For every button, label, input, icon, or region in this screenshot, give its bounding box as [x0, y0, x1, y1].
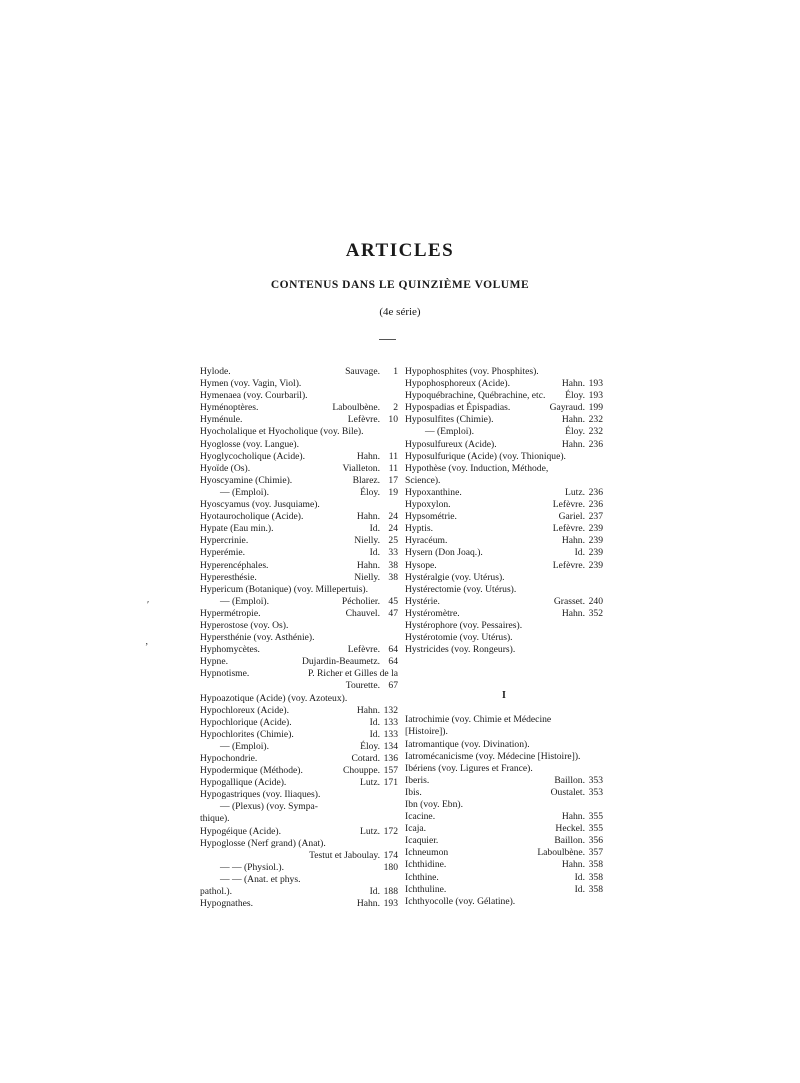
index-entry [200, 729, 398, 741]
page-title: ARTICLES [345, 240, 455, 261]
index-entry [405, 787, 603, 799]
entry-text: — (Plexus) (voy. Sympa- [220, 801, 318, 813]
entry-text: Hyoscyamine (Chimie). [200, 474, 293, 486]
entry-page: 38 [388, 571, 398, 583]
index-entry [405, 547, 603, 559]
entry-author: Baillon. [554, 774, 585, 786]
entry-author: Éloy. [360, 486, 380, 498]
entry-text: Hyocholalique et Hyocholique (voy. Bile). [200, 426, 364, 438]
entry-text: Hyposulfureux (Acide). [405, 438, 497, 450]
entry-page: 355 [588, 823, 603, 835]
entry-author: Lefèvre. [552, 559, 585, 571]
entry-author: Laboulbène. [537, 847, 585, 859]
entry-text: Hypochondrie. [200, 753, 258, 764]
index-entry [405, 823, 603, 835]
index-entry [200, 608, 398, 620]
index-entry [200, 886, 398, 898]
entry-author: Lefèvre. [552, 523, 585, 535]
entry-author: Hahn. [561, 607, 585, 619]
entry-text: Hypochlorites (Chimie). [200, 728, 294, 740]
entry-text: Hypnotisme. [200, 668, 250, 680]
entry-text: Hystéromètre. [405, 607, 460, 619]
entry-page: 67 [388, 680, 398, 692]
index-entry [200, 402, 398, 414]
entry-page: 180 [383, 861, 398, 873]
entry-author: Hahn. [561, 378, 585, 390]
index-entry [200, 390, 398, 402]
entry-text: Hypoxanthine. [405, 486, 462, 498]
section-gap [405, 656, 603, 680]
entry-text: Ichthyocolle (voy. Gélatine). [405, 895, 516, 907]
entry-text: pathol.). [200, 886, 232, 898]
index-entry [200, 680, 398, 692]
index-entry [200, 584, 398, 596]
index-entry [405, 847, 603, 859]
entry-text: Hypochlorique (Acide). [200, 716, 292, 728]
index-entry [405, 463, 603, 475]
entry-author: Lefèvre. [347, 414, 380, 426]
entry-text: Hypermétropie. [200, 607, 261, 619]
entry-author: Testut et Jaboulay. [309, 849, 380, 861]
entry-page: 2 [393, 402, 398, 414]
entry-page: 358 [588, 883, 603, 895]
entry-text: Science). [405, 474, 441, 486]
index-entry [200, 765, 398, 777]
entry-text: Hystérectomie (voy. Utérus). [405, 583, 517, 595]
entry-page: 64 [388, 656, 398, 668]
entry-page: 133 [383, 728, 398, 740]
entry-text: Iatromantique (voy. Divination). [405, 738, 530, 750]
entry-text: — — (Physiol.). [220, 861, 284, 873]
index-entry [405, 487, 603, 499]
entry-page: 136 [383, 753, 398, 764]
entry-text: Hyoscyamus (voy. Jusquiame). [200, 499, 320, 511]
entry-page: 171 [383, 777, 398, 789]
entry-page: 24 [388, 523, 398, 535]
section-letter: I [502, 690, 506, 702]
index-entry [200, 656, 398, 668]
entry-page: 1 [393, 366, 398, 377]
entry-author: Lutz. [360, 825, 380, 837]
index-entry [405, 751, 603, 763]
entry-page: 132 [383, 704, 398, 716]
entry-text: Hyoïde (Os). [200, 462, 251, 474]
entry-author: Hahn. [356, 450, 380, 462]
entry-text: Hypericum (Botanique) (voy. Millepertuis). [200, 583, 369, 595]
index-entry [200, 499, 398, 511]
entry-page: 193 [588, 378, 603, 390]
index-entry [200, 378, 398, 390]
entry-text: Hysern (Don Joaq.). [405, 547, 483, 559]
entry-author: Lefèvre. [552, 499, 585, 511]
right-column [405, 366, 603, 908]
entry-page: 193 [383, 898, 398, 910]
index-entry [405, 378, 603, 390]
entry-text: Hyperémie. [200, 547, 246, 559]
index-entry [405, 811, 603, 823]
entry-text: Hymen (voy. Vagin, Viol). [200, 378, 302, 390]
index-entry [405, 596, 603, 608]
entry-author: Lefèvre. [347, 644, 380, 656]
entry-text: Ibis. [405, 786, 422, 798]
index-entry [200, 426, 398, 438]
entry-page: 24 [388, 511, 398, 523]
index-entry [200, 487, 398, 499]
entry-author: Éloy. [565, 390, 585, 402]
entry-text: Hyphomycètes. [200, 644, 260, 656]
entry-author: Éloy. [565, 426, 585, 438]
entry-author: Hahn. [561, 438, 585, 450]
entry-author: Hahn. [356, 898, 380, 910]
index-entry [405, 799, 603, 811]
title-rule [379, 339, 396, 340]
entry-author: Tourette. [345, 680, 380, 692]
index-entry [405, 499, 603, 511]
entry-text: — (Emploi). [425, 426, 475, 438]
entry-text: Hyotaurocholique (Acide). [200, 511, 304, 523]
index-entry [405, 535, 603, 547]
index-entry [405, 896, 603, 908]
entry-text: [Histoire]). [405, 726, 448, 738]
entry-text: Icaquier. [405, 835, 439, 847]
entry-text: Icacine. [405, 811, 436, 823]
entry-text: Hystérie. [405, 595, 440, 607]
index-entry [200, 620, 398, 632]
index-entry [200, 560, 398, 572]
index-entry [405, 560, 603, 572]
entry-text: Hystéralgie (voy. Utérus). [405, 571, 505, 583]
entry-text: — (Emploi). [220, 486, 270, 498]
entry-text: Hyménule. [200, 414, 243, 426]
entry-page: 232 [588, 414, 603, 426]
index-entry [200, 632, 398, 644]
entry-author: Chauvel. [345, 607, 380, 619]
entry-author: Id. [369, 716, 380, 728]
entry-text: Hypognathes. [200, 898, 254, 910]
index-entry [200, 813, 398, 825]
index-entry [405, 714, 603, 726]
index-entry [405, 426, 603, 438]
index-entry [200, 523, 398, 535]
index-entry [200, 572, 398, 584]
entry-author: Hahn. [561, 535, 585, 547]
index-entry [200, 644, 398, 656]
entry-text: Hypophosphites (voy. Phosphites). [405, 366, 539, 377]
entry-page: 239 [588, 523, 603, 535]
entry-text: — — (Anat. et phys. [220, 873, 301, 885]
index-entry [200, 439, 398, 451]
entry-page: 45 [388, 595, 398, 607]
entry-page: 47 [388, 607, 398, 619]
entry-page: 11 [388, 462, 398, 474]
entry-page: 25 [388, 535, 398, 547]
entry-author: Heckel. [555, 823, 585, 835]
index-entry [405, 608, 603, 620]
index-entry [405, 835, 603, 847]
entry-page: 188 [383, 886, 398, 898]
entry-author: P. Richer et Gilles de la [307, 668, 398, 680]
entry-text: Hypoglosse (Nerf grand) (Anat). [200, 837, 326, 849]
index-entry [200, 753, 398, 765]
entry-author: Baillon. [554, 835, 585, 847]
entry-author: Nielly. [354, 571, 380, 583]
entry-page: 358 [588, 859, 603, 871]
entry-text: Ichthuline. [405, 883, 447, 895]
entry-text: Hyposulfites (Chimie). [405, 414, 494, 426]
entry-text: Hypate (Eau min.). [200, 523, 274, 535]
entry-page: 358 [588, 871, 603, 883]
entry-page: 355 [588, 811, 603, 823]
entry-text: Hypoxylon. [405, 499, 451, 511]
entry-text: Icaja. [405, 823, 427, 835]
index-entry [200, 874, 398, 886]
index-entry [200, 741, 398, 753]
entry-author: Id. [369, 886, 380, 898]
entry-text: Iberis. [405, 774, 430, 786]
entry-page: 64 [388, 644, 398, 656]
scan-mark: ‚ [145, 636, 149, 647]
entry-text: Hypogéique (Acide). [200, 825, 281, 837]
entry-author: Nielly. [354, 535, 380, 547]
index-entry [200, 801, 398, 813]
entry-text: thique). [200, 813, 230, 825]
entry-page: 17 [388, 474, 398, 486]
index-entry [405, 475, 603, 487]
entry-text: Hyptis. [405, 523, 433, 535]
index-entry [405, 584, 603, 596]
entry-text: Hypodermique (Méthode). [200, 765, 303, 777]
index-entry [200, 850, 398, 862]
entry-author: Gariel. [558, 511, 585, 523]
entry-page: 174 [383, 849, 398, 861]
entry-author: Id. [369, 728, 380, 740]
index-entry [405, 511, 603, 523]
index-entry [200, 366, 398, 378]
index-entry [405, 763, 603, 775]
entry-page: 157 [383, 765, 398, 777]
entry-author: Laboulbène. [332, 402, 380, 414]
index-entry [200, 838, 398, 850]
entry-page: 352 [588, 607, 603, 619]
series-label: (4e série) [379, 306, 421, 318]
entry-author: Oustalet. [550, 786, 585, 798]
entry-text: Hypothèse (voy. Induction, Méthode, [405, 462, 549, 474]
entry-text: Hypogastriques (voy. Iliaques). [200, 789, 321, 801]
index-entry [200, 414, 398, 426]
index-entry [405, 775, 603, 787]
entry-text: Ichthidine. [405, 859, 447, 871]
entry-author: Lutz. [565, 486, 585, 498]
index-entry [405, 632, 603, 644]
entry-page: 133 [383, 716, 398, 728]
entry-author: Pécholier. [341, 595, 380, 607]
entry-text: Hypercrinie. [200, 535, 249, 547]
index-entry [200, 475, 398, 487]
entry-text: Hyperencéphales. [200, 559, 269, 571]
entry-text: Hystérotomie (voy. Utérus). [405, 632, 513, 644]
entry-page: 236 [588, 499, 603, 511]
entry-text: Hypochloreux (Acide). [200, 704, 289, 716]
entry-text: Iatromécanicisme (voy. Médecine [Histoire]). [405, 750, 581, 762]
index-entry [405, 620, 603, 632]
index-entry [405, 451, 603, 463]
index-entry [200, 596, 398, 608]
index-entry [200, 547, 398, 559]
entry-page: 353 [588, 786, 603, 798]
entry-author: Vialleton. [342, 462, 380, 474]
entry-author: Dujardin-Beaumetz. [301, 656, 380, 668]
entry-text: Hymenaea (voy. Courbaril). [200, 390, 308, 402]
entry-page: 240 [588, 595, 603, 607]
volume-subtitle: CONTENUS DANS LE QUINZIÈME VOLUME [270, 279, 530, 291]
entry-page: 232 [588, 426, 603, 438]
entry-text: Ibn (voy. Ebn). [405, 799, 463, 810]
entry-text: Ichthine. [405, 871, 439, 883]
entry-text: Hyposulfurique (Acide) (voy. Thionique). [405, 450, 566, 462]
entry-text: — (Emploi). [220, 595, 270, 607]
entry-text: Hypne. [200, 656, 228, 668]
scan-mark: ʹ [147, 600, 150, 611]
entry-text: Hyperostose (voy. Os). [200, 619, 289, 631]
index-entry [405, 414, 603, 426]
entry-page: 356 [588, 835, 603, 847]
entry-author: Sauvage. [345, 366, 380, 377]
index-entry [405, 523, 603, 535]
entry-author: Hahn. [356, 511, 380, 523]
entry-page: 193 [588, 390, 603, 402]
entry-page: 38 [388, 559, 398, 571]
index-entry [405, 884, 603, 896]
entry-page: 11 [388, 450, 398, 462]
entry-page: 237 [588, 511, 603, 523]
entry-author: Éloy. [360, 740, 380, 752]
entry-text: Hypsométrie. [405, 511, 457, 523]
entry-author: Id. [369, 523, 380, 535]
entry-page: 236 [588, 438, 603, 450]
entry-author: Hahn. [561, 414, 585, 426]
index-entry [200, 705, 398, 717]
entry-author: Id. [574, 871, 585, 883]
entry-text: Iatrochimie (voy. Chimie et Médecine [405, 714, 552, 726]
entry-page: 236 [588, 486, 603, 498]
entry-page: 172 [383, 825, 398, 837]
entry-author: Blarez. [352, 474, 380, 486]
index-entry [405, 739, 603, 751]
entry-page: 239 [588, 535, 603, 547]
index-entry [200, 693, 398, 705]
entry-author: Id. [369, 547, 380, 559]
entry-text: Hypospadias et Épispadias. [405, 402, 511, 414]
index-entry [200, 826, 398, 838]
entry-author: Id. [574, 883, 585, 895]
entry-text: Hypoquébrachine, Québrachine, etc. [405, 390, 546, 402]
entry-author: Hahn. [356, 704, 380, 716]
entry-author: Chouppe. [342, 765, 380, 777]
entry-page: 239 [588, 559, 603, 571]
index-entry [200, 451, 398, 463]
entry-page: 19 [388, 486, 398, 498]
index-entry [405, 402, 603, 414]
entry-author: Hahn. [561, 811, 585, 823]
entry-text: Hypoazotique (Acide) (voy. Azoteux). [200, 692, 348, 704]
entry-page: 134 [383, 740, 398, 752]
index-entry [405, 726, 603, 738]
entry-text: Hyracéum. [405, 535, 448, 547]
entry-author: Lutz. [360, 777, 380, 789]
entry-text: Hyménoptères. [200, 402, 259, 414]
index-entry [200, 717, 398, 729]
entry-text: Hypersthénie (voy. Asthénie). [200, 632, 315, 644]
entry-text: Hyoglycocholique (Acide). [200, 450, 305, 462]
index-entry [200, 789, 398, 801]
entry-text: — (Emploi). [220, 740, 270, 752]
entry-page: 357 [588, 847, 603, 859]
entry-page: 353 [588, 774, 603, 786]
entry-author: Gayraud. [549, 402, 585, 414]
entry-text: Hysope. [405, 559, 437, 571]
entry-text: Ibériens (voy. Ligures et France). [405, 762, 533, 774]
entry-text: Hypogallique (Acide). [200, 777, 287, 789]
entry-text: Hyperesthésie. [200, 571, 257, 583]
entry-author: Hahn. [561, 859, 585, 871]
index-entry [405, 644, 603, 656]
entry-text: Hystricides (voy. Rongeurs). [405, 644, 516, 656]
index-entry [405, 859, 603, 871]
index-entry [405, 390, 603, 402]
index-entry [405, 366, 603, 378]
index-entry [200, 535, 398, 547]
index-entry [200, 898, 398, 910]
index-entry [200, 511, 398, 523]
index-entry [200, 463, 398, 475]
index-entry [200, 777, 398, 789]
index-entry [405, 872, 603, 884]
entry-text: Ichneumon [405, 847, 449, 859]
entry-text: Hylode. [200, 366, 231, 377]
index-entry [405, 572, 603, 584]
entry-page: 239 [588, 547, 603, 559]
index-entry [200, 862, 398, 874]
entry-author: Cotard. [351, 753, 380, 764]
left-column [200, 366, 398, 910]
entry-author: Id. [574, 547, 585, 559]
entry-page: 199 [588, 402, 603, 414]
entry-author: Hahn. [356, 559, 380, 571]
entry-text: Hystérophore (voy. Pessaires). [405, 619, 523, 631]
entry-page: 10 [388, 414, 398, 426]
index-entry [200, 668, 398, 680]
entry-author: Grasset. [553, 595, 585, 607]
entry-text: Hypophosphoreux (Acide). [405, 378, 510, 390]
entry-text: Hyoglosse (voy. Langue). [200, 438, 300, 450]
entry-page: 33 [388, 547, 398, 559]
index-entry [405, 439, 603, 451]
